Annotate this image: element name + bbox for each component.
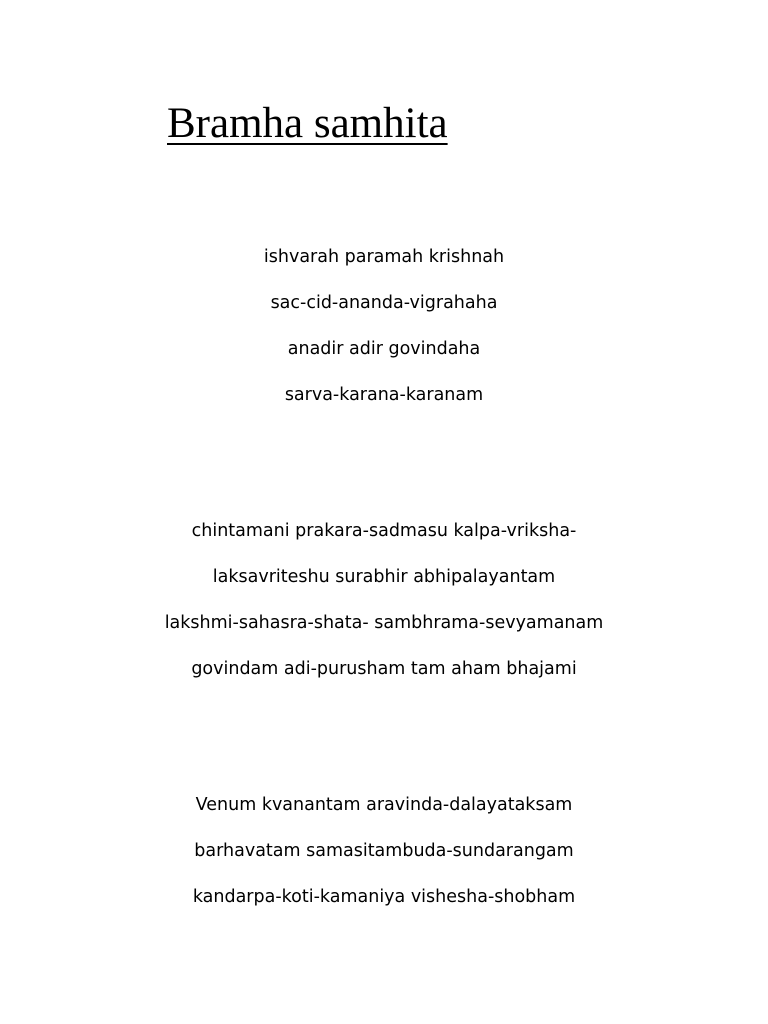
page-title: Bramha samhita — [167, 100, 448, 147]
verse-line: lakshmi-sahasra-shata- sambhrama-sevyamanam — [164, 613, 604, 633]
verse-line: barhavatam samasitambuda-sundarangam — [194, 841, 574, 861]
verse-line: Venum kvanantam aravinda-dalayataksam — [195, 795, 573, 815]
verse-line: sarva-karana-karanam — [284, 385, 484, 405]
stanza-2 — [0, 508, 768, 692]
verse-line: govindam adi-purusham tam aham bhajami — [191, 659, 577, 679]
verse-line: anadir adir govindaha — [287, 339, 481, 359]
verse-line: ishvarah paramah krishnah — [263, 247, 505, 267]
verse-line: laksavriteshu surabhir abhipalayantam — [212, 567, 556, 587]
stanza-3 — [0, 782, 768, 920]
verse-line: sac-cid-ananda-vigrahaha — [270, 293, 498, 313]
stanza-1 — [0, 234, 768, 418]
verse-line: chintamani prakara-sadmasu kalpa-vriksha- — [191, 521, 577, 541]
verse-line: kandarpa-koti-kamaniya vishesha-shobham — [192, 887, 576, 907]
